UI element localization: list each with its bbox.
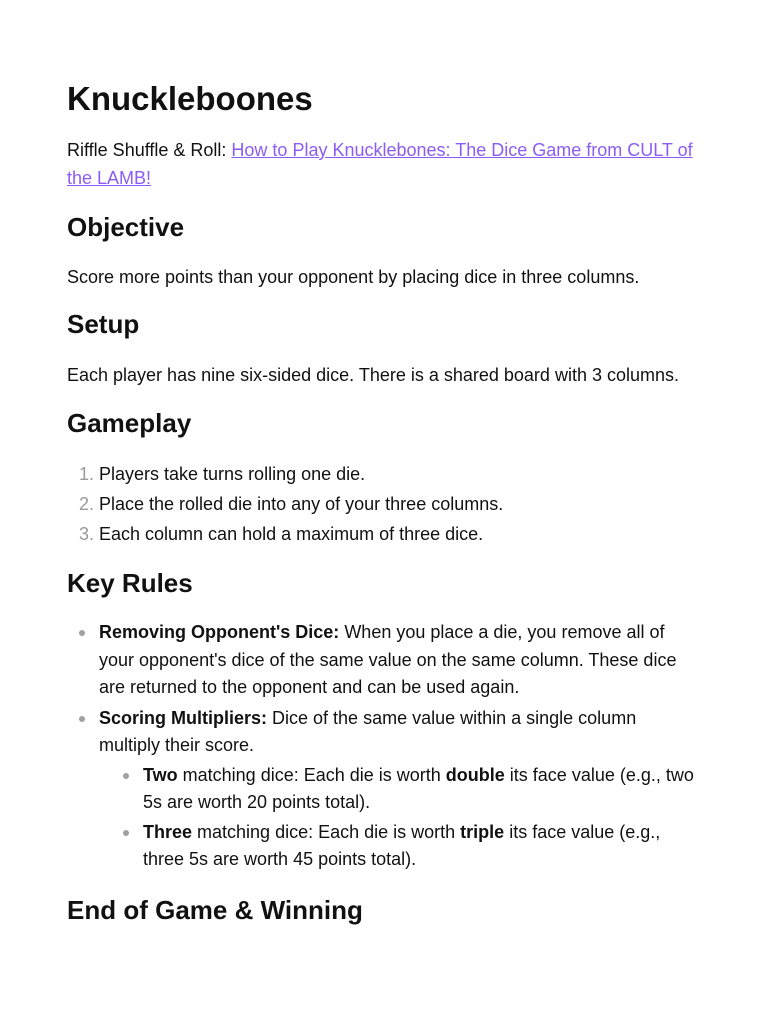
multiplier-three-emph: triple: [460, 821, 505, 842]
key-rules-heading: Key Rules: [67, 568, 193, 598]
setup-text: Each player has nine six-sided dice. There is a shared board with 3 columns.: [67, 365, 679, 385]
multiplier-two-label: Two: [143, 764, 178, 785]
setup-heading: Setup: [67, 309, 140, 339]
gameplay-step: 1. Players take turns rolling one die.: [99, 459, 701, 489]
video-link[interactable]: How to Play Knucklebones: The Dice Game from CULT of the LAMB!: [67, 140, 693, 188]
gameplay-heading: Gameplay: [67, 408, 192, 438]
intro-paragraph: [67, 136, 701, 192]
end-of-game-heading: End of Game & Winning: [67, 894, 363, 925]
gameplay-step: 2. Place the rolled die into any of your three columns.: [99, 489, 701, 519]
intro-prefix: Riffle Shuffle & Roll:: [67, 140, 232, 160]
objective-heading: Objective: [67, 212, 185, 242]
multiplier-two-emph: double: [445, 764, 505, 785]
multiplier-two: [143, 762, 701, 817]
multiplier-two-mid: matching dice: Each die is worth: [177, 764, 446, 785]
key-rules-list: [67, 619, 701, 874]
rule-scoring-label: Scoring Multipliers:: [99, 707, 268, 728]
gameplay-step: 3. Each column can hold a maximum of three dice.: [99, 519, 701, 549]
multiplier-two-tail: its face value (e.g., two 5s are worth 20 points total).: [143, 764, 694, 812]
multiplier-three-label: Three: [143, 821, 193, 842]
multiplier-sublist: [99, 762, 701, 874]
multiplier-three-mid: matching dice: Each die is worth: [192, 821, 461, 842]
rule-scoring-text: Dice of the same value within a single column multiply their score.: [99, 707, 637, 755]
rule-removing-label: Removing Opponent's Dice:: [99, 622, 340, 642]
rule-scoring-multipliers: [99, 705, 701, 874]
objective-text: Score more points than your opponent by placing dice in three columns.: [67, 267, 640, 287]
rule-removing-text: When you place a die, you remove all of your opponent's dice of the same value on the same column. These dice are returned to the opponent and can be used again.: [99, 622, 677, 697]
rule-removing-dice: [99, 619, 701, 702]
page-title: Knuckleboones: [67, 80, 313, 117]
multiplier-three-tail: its face value (e.g., three 5s are worth 45 points total).: [143, 821, 661, 869]
multiplier-three: [143, 819, 701, 874]
gameplay-steps-list: [67, 459, 701, 549]
